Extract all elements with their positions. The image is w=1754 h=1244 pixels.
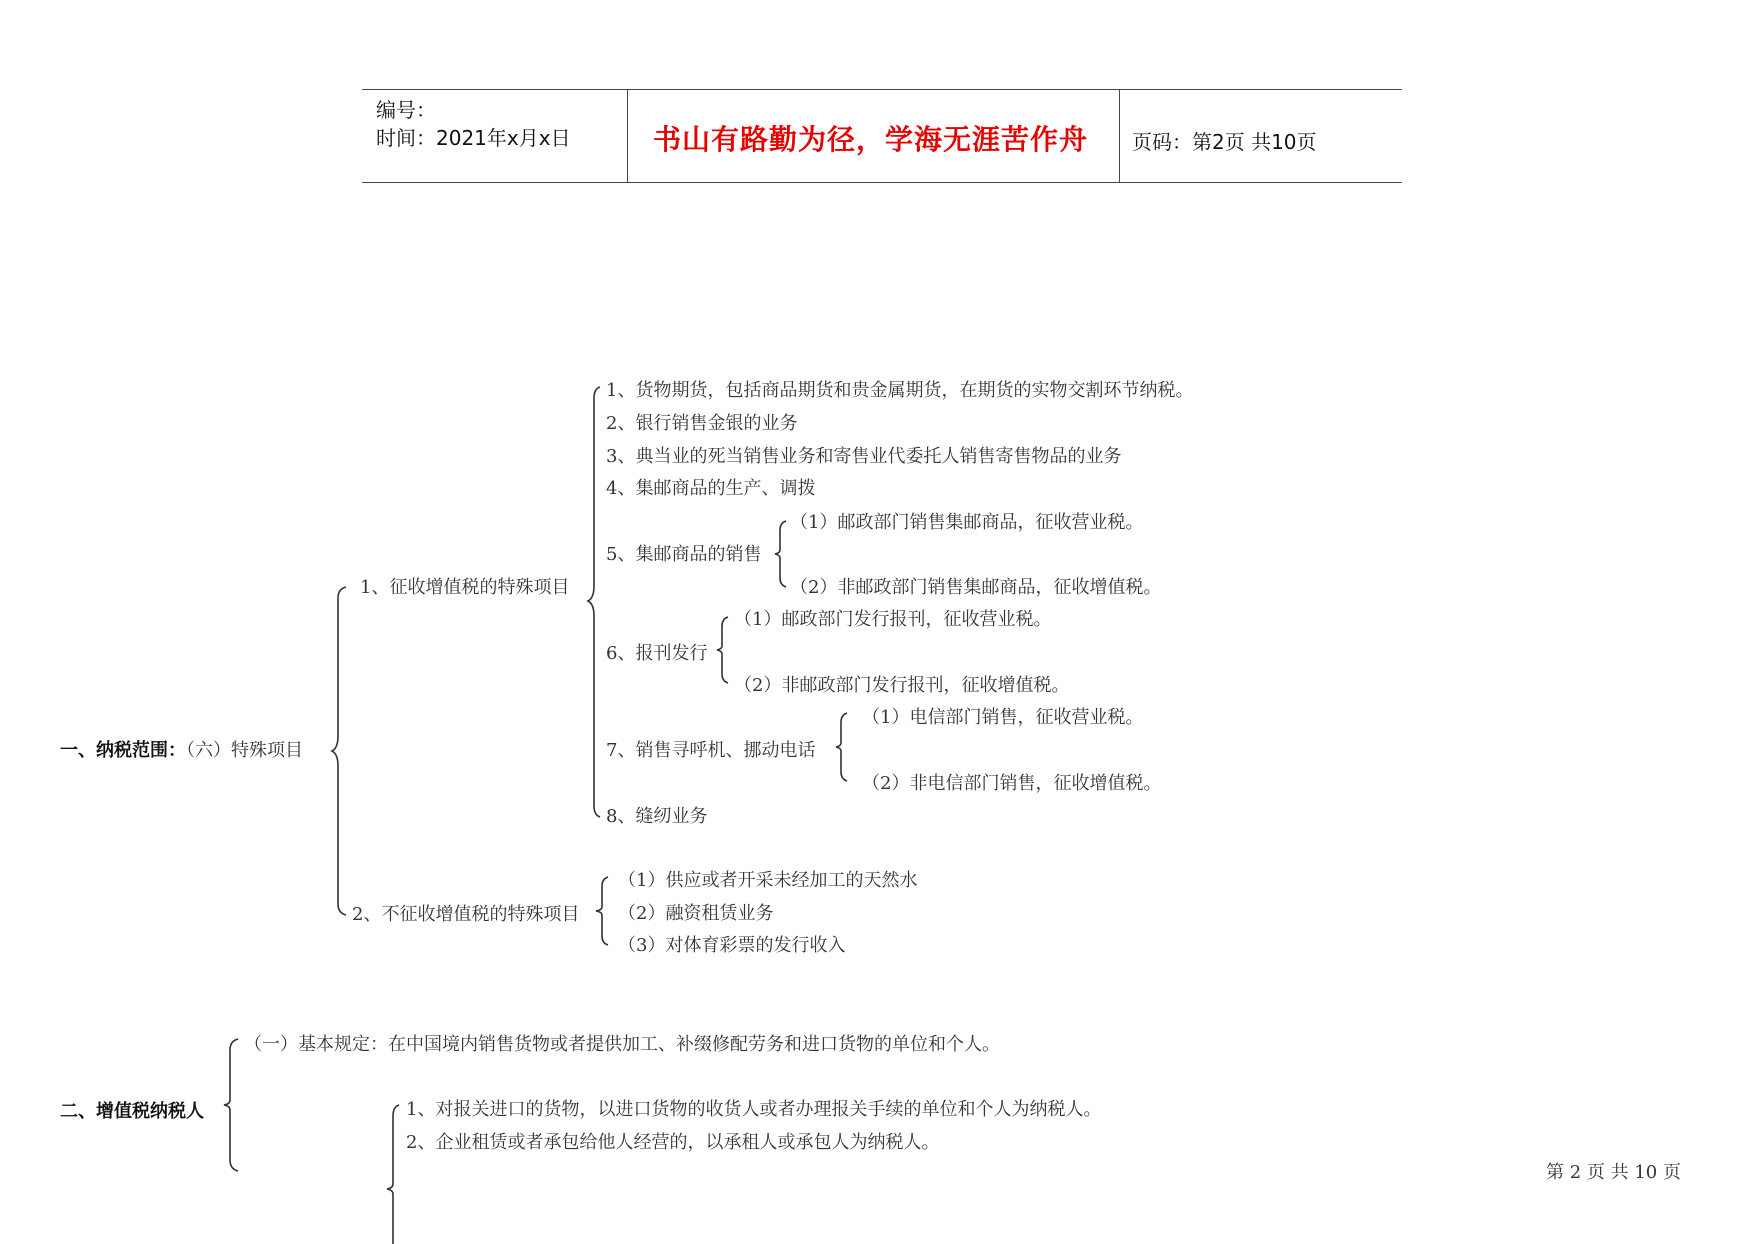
sub5-brace bbox=[775, 520, 789, 588]
branch1-item-3: 3、典当业的死当销售业务和寄售业代委托人销售寄售物品的业务 bbox=[606, 446, 1122, 467]
section2-main-brace bbox=[224, 1038, 242, 1172]
sub6-item-1: （1）邮政部门发行报刊，征收营业税。 bbox=[734, 609, 1052, 630]
branch2-item-2: （2）融资租赁业务 bbox=[618, 903, 774, 924]
section2-basic-rule: （一）基本规定：在中国境内销售货物或者提供加工、补缀修配劳务和进口货物的单位和个人。 bbox=[244, 1034, 1000, 1055]
branch1-brace bbox=[588, 386, 604, 818]
sub5-item-1: （1）邮政部门销售集邮商品，征收营业税。 bbox=[790, 512, 1144, 533]
sub6-item-2: （2）非邮政部门发行报刊，征收增值税。 bbox=[734, 675, 1070, 696]
branch2-item-1: （1）供应或者开采未经加工的天然水 bbox=[618, 870, 918, 891]
sub5-item-2: （2）非邮政部门销售集邮商品，征收增值税。 bbox=[790, 577, 1162, 598]
branch1-item-1: 1、货物期货，包括商品期货和贵金属期货，在期货的实物交割环节纳税。 bbox=[606, 380, 1194, 401]
section2-item-1: 1、对报关进口的货物，以进口货物的收货人或者办理报关手续的单位和个人为纳税人。 bbox=[406, 1099, 1102, 1120]
branch2-label: 2、不征收增值税的特殊项目 bbox=[352, 904, 580, 925]
sub7-item-2: （2）非电信部门销售，征收增值税。 bbox=[862, 773, 1162, 794]
section2-item-2: 2、企业租赁或者承包给他人经营的，以承租人或承包人为纳税人。 bbox=[406, 1132, 940, 1153]
branch1-item-6: 6、报刊发行 bbox=[606, 643, 708, 664]
branch1-item-7: 7、销售寻呼机、挪动电话 bbox=[606, 740, 816, 761]
section1-main-brace bbox=[332, 586, 352, 916]
branch1-item-4: 4、集邮商品的生产、调拨 bbox=[606, 478, 816, 499]
header-page-label: 页码：第2页 共10页 bbox=[1132, 130, 1317, 154]
page-footer: 第 2 页 共 10 页 bbox=[1546, 1162, 1681, 1183]
header-number-label: 编号： bbox=[376, 98, 436, 122]
branch1-label: 1、征收增值税的特殊项目 bbox=[360, 577, 570, 598]
branch2-item-3: （3）对体育彩票的发行收入 bbox=[618, 935, 846, 956]
header-time-label: 时间：2021年x月x日 bbox=[376, 126, 571, 150]
sub7-brace bbox=[836, 712, 850, 782]
section1-title-rest: （六）特殊项目 bbox=[186, 740, 303, 761]
section1-title bbox=[60, 740, 303, 762]
branch1-item-8: 8、缝纫业务 bbox=[606, 806, 708, 827]
branch1-item-2: 2、银行销售金银的业务 bbox=[606, 413, 798, 434]
sub6-brace bbox=[717, 616, 731, 684]
section2-sub-brace bbox=[387, 1104, 403, 1244]
header-divider-1 bbox=[627, 89, 628, 182]
section2-title: 二、增值税纳税人 bbox=[60, 1101, 204, 1122]
header-top-rule bbox=[362, 89, 1402, 90]
sub7-item-1: （1）电信部门销售，征收营业税。 bbox=[862, 707, 1144, 728]
branch1-item-5: 5、集邮商品的销售 bbox=[606, 544, 762, 565]
section1-title-bold: 一、纳税范围： bbox=[60, 740, 186, 761]
header-divider-2 bbox=[1119, 89, 1120, 182]
header-bottom-rule bbox=[362, 182, 1402, 183]
header-motto: 书山有路勤为径，学海无涯苦作舟 bbox=[653, 123, 1089, 156]
branch2-brace bbox=[596, 876, 612, 946]
